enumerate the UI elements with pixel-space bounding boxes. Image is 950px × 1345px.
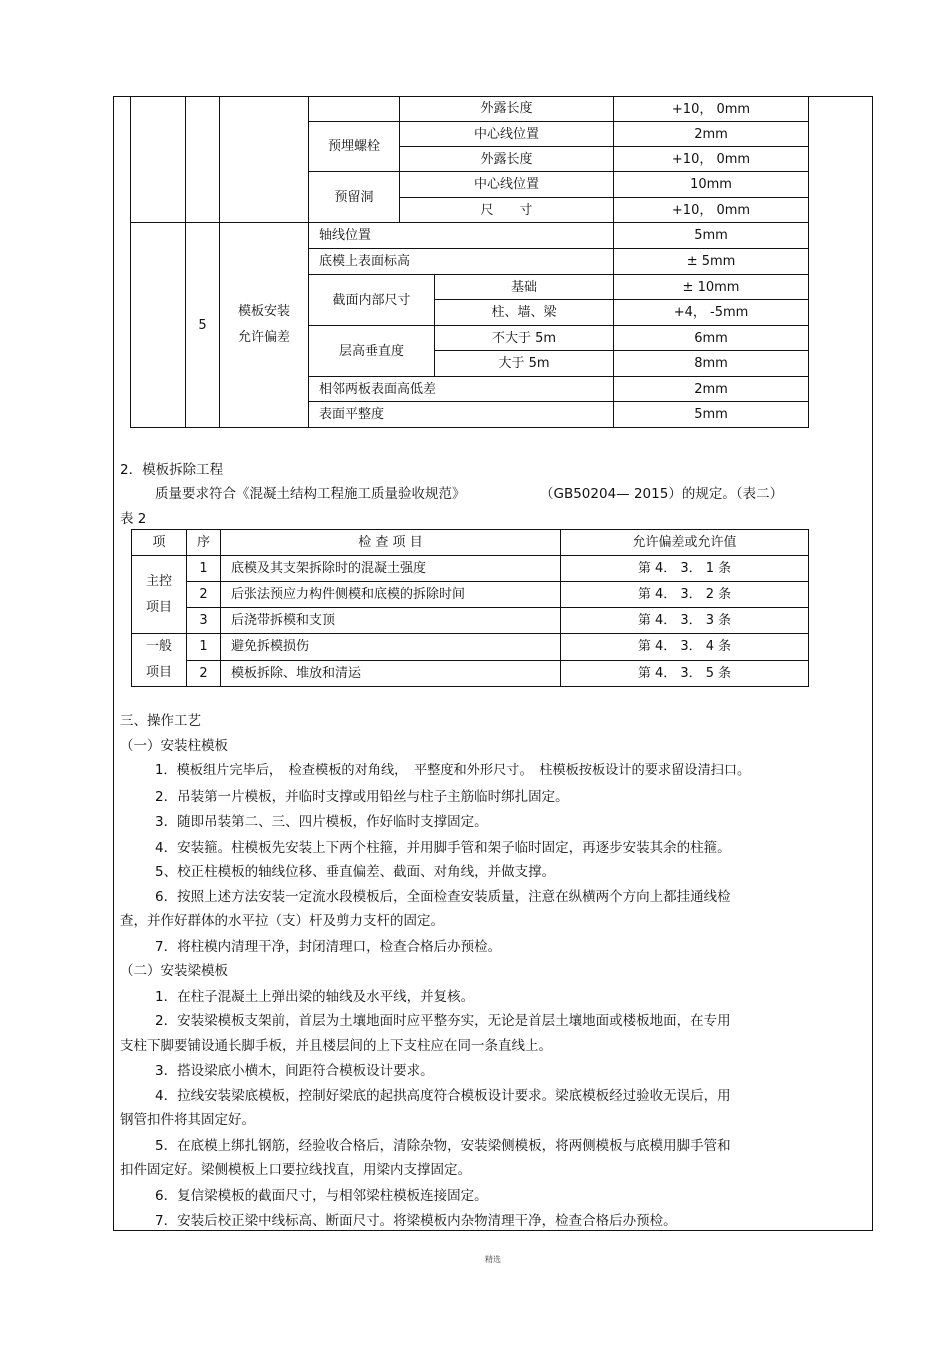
table2-value: 第 4． 3． 4 条: [561, 634, 809, 661]
section3-title: 三、操作工艺: [120, 713, 201, 729]
table1-value: +10， 0mm: [614, 97, 809, 122]
table1-item-adjacent: 相邻两板表面高低差: [309, 377, 614, 402]
table2-seq: 1: [187, 634, 221, 661]
table2-value: 第 4． 3． 5 条: [561, 660, 809, 687]
section2-desc-a: 质量要求符合《混凝土结构工程施工质量验收规范》: [155, 486, 466, 502]
table2-seq: 3: [187, 608, 221, 634]
table2-label: 表 2: [120, 511, 147, 527]
table1-subitem: 基础: [435, 275, 614, 300]
table1-value: ± 10mm: [614, 275, 809, 300]
table2-item: 避免拆模损伤: [221, 634, 561, 661]
page-footer: 精选: [485, 1255, 501, 1264]
table2-header-check: 检 查 项 目: [221, 530, 561, 556]
paragraph: 5．在底模上绑扎钢筋，经验收合格后，清除杂物，安装梁侧模板，将两侧模板与底模用脚手管和: [155, 1138, 731, 1154]
paragraph: 7．安装后校正梁中线标高、断面尺寸。将梁模板内杂物清理干净，检查合格后办预检。: [155, 1213, 677, 1229]
table2-item: 底模及其支架拆除时的混凝土强度: [221, 556, 561, 582]
paragraph: 2．吊装第一片模板，并临时支撑或用铅丝与柱子主筋临时绑扎固定。: [155, 789, 569, 805]
paragraph: 6．按照上述方法安装一定流水段模板后，全面检查安装质量，注意在纵横两个方向上都挂通线检: [155, 889, 731, 905]
table1-seq-5: 5: [186, 223, 220, 428]
table2-value: 第 4． 3． 2 条: [561, 582, 809, 608]
paragraph-continued: 支柱下脚要铺设通长脚手板，并且楼层间的上下支柱应在同一条直线上。: [120, 1038, 552, 1054]
subsection-column-forms: （一）安装柱模板: [120, 738, 228, 754]
table2-header-value: 允许偏差或允许值: [561, 530, 809, 556]
removal-check-table: [131, 529, 809, 687]
table1-group-name: [220, 223, 309, 428]
table1-item-hole: 预留洞: [309, 172, 400, 223]
table1-value: +10， 0mm: [614, 147, 809, 172]
table2-header-seq: 序: [187, 530, 221, 556]
tolerance-table-upper: [130, 96, 809, 223]
table1-col-blank-2: [186, 97, 220, 223]
table2-item: 后张法预应力构件侧模和底模的拆除时间: [221, 582, 561, 608]
table1-subitem: 不大于 5m: [435, 326, 614, 351]
paragraph: 1．模板组片完毕后， 检查模板的对角线， 平整度和外形尺寸。 柱模板按板设计的要求留设清扫口。: [155, 763, 751, 778]
table1-subitem: 外露长度: [400, 97, 614, 122]
table2-value: 第 4． 3． 3 条: [561, 608, 809, 634]
table1-value: 10mm: [614, 172, 809, 198]
table1-item-bolt: 预埋螺栓: [309, 122, 400, 172]
table2-category-general: [132, 634, 187, 687]
table2-seq: 2: [187, 660, 221, 687]
paragraph: 4．拉线安装梁底模板，控制好梁底的起拱高度符合模板设计要求。梁底模板经过验收无误后，用: [155, 1088, 731, 1104]
table1-value: 5mm: [614, 402, 809, 428]
table2-header-item: 项: [132, 530, 187, 556]
table1-col-blank-1: [131, 97, 186, 223]
table2-item: 后浇带拆模和支顶: [221, 608, 561, 634]
group-name-line1: 模板安装: [237, 304, 290, 319]
paragraph: 3．搭设梁底小横木，间距符合模板设计要求。: [155, 1063, 434, 1079]
category-general-line2: 项目: [145, 665, 172, 680]
group-name-line2: 允许偏差: [237, 330, 290, 345]
category-main-line1: 主控: [145, 573, 172, 589]
table1-value: +4， -5mm: [614, 300, 809, 326]
table1-subitem: 外露长度: [400, 147, 614, 172]
tolerance-table-group5: [130, 222, 809, 428]
subsection-beam-forms: （二）安装梁模板: [120, 963, 228, 979]
category-main-line2: 项目: [145, 599, 172, 615]
paragraph: 7．将柱模内清理干净，封闭清理口，检查合格后办预检。: [155, 939, 502, 955]
table1-value: ± 5mm: [614, 249, 809, 275]
table1-subitem: 大于 5m: [435, 351, 614, 377]
paragraph: 6．复信梁模板的截面尺寸，与相邻梁柱模板连接固定。: [155, 1188, 488, 1204]
table1-subitem: 中心线位置: [400, 122, 614, 147]
table1-col-blank-3: [220, 97, 309, 223]
table1-value: 2mm: [614, 122, 809, 147]
table1-item-section: 截面内部尺寸: [309, 275, 435, 326]
table2-value: 第 4． 3． 1 条: [561, 556, 809, 582]
section2-desc-b: （GB50204— 2015）的规定。（表二）: [540, 486, 784, 502]
paragraph-continued: 钢管扣件将其固定好。: [120, 1112, 255, 1128]
table2-seq: 2: [187, 582, 221, 608]
paragraph: 3．随即吊装第二、三、四片模板，作好临时支撑固定。: [155, 814, 488, 830]
category-general-line1: 一般: [145, 639, 172, 654]
table1-value: 8mm: [614, 351, 809, 377]
table1-item-axis: 轴线位置: [309, 223, 614, 249]
table1-value: +10， 0mm: [614, 198, 809, 223]
section2-title: 2．模板拆除工程: [120, 462, 224, 478]
paragraph-continued: 扣件固定好。梁侧模板上口要拉线找直，用梁内支撑固定。: [120, 1162, 471, 1178]
paragraph: 1．在柱子混凝土上弹出梁的轴线及水平线，并复核。: [155, 989, 475, 1005]
table2-item: 模板拆除、堆放和清运: [221, 660, 561, 687]
table1-subitem: 尺 寸: [400, 198, 614, 223]
paragraph-continued: 查，并作好群体的水平拉（支）杆及剪力支杆的固定。: [120, 913, 444, 929]
paragraph: 2．安装梁模板支架前，首层为土壤地面时应平整夯实，无论是首层土壤地面或楼板地面，在专用: [155, 1013, 731, 1029]
paragraph: 4．安装箍。柱模板先安装上下两个柱箍，并用脚手管和架子临时固定，再逐步安装其余的柱箍。: [155, 840, 731, 856]
table1-item-flat: 表面平整度: [309, 402, 614, 428]
table1-item-vertical: 层高垂直度: [309, 326, 435, 377]
table1-cell-blank: [309, 97, 400, 122]
table2-category-main: [132, 556, 187, 634]
table1-col-blank: [131, 223, 186, 428]
table2-seq: 1: [187, 556, 221, 582]
table1-subitem: 柱、墙、梁: [435, 300, 614, 326]
table1-item-bottom: 底模上表面标高: [309, 249, 614, 275]
table1-value: 2mm: [614, 377, 809, 402]
paragraph: 5、校正柱模板的轴线位移、垂直偏差、截面、对角线，并做支撑。: [155, 864, 556, 880]
table1-value: 6mm: [614, 326, 809, 351]
table1-subitem: 中心线位置: [400, 172, 614, 198]
table1-value: 5mm: [614, 223, 809, 249]
